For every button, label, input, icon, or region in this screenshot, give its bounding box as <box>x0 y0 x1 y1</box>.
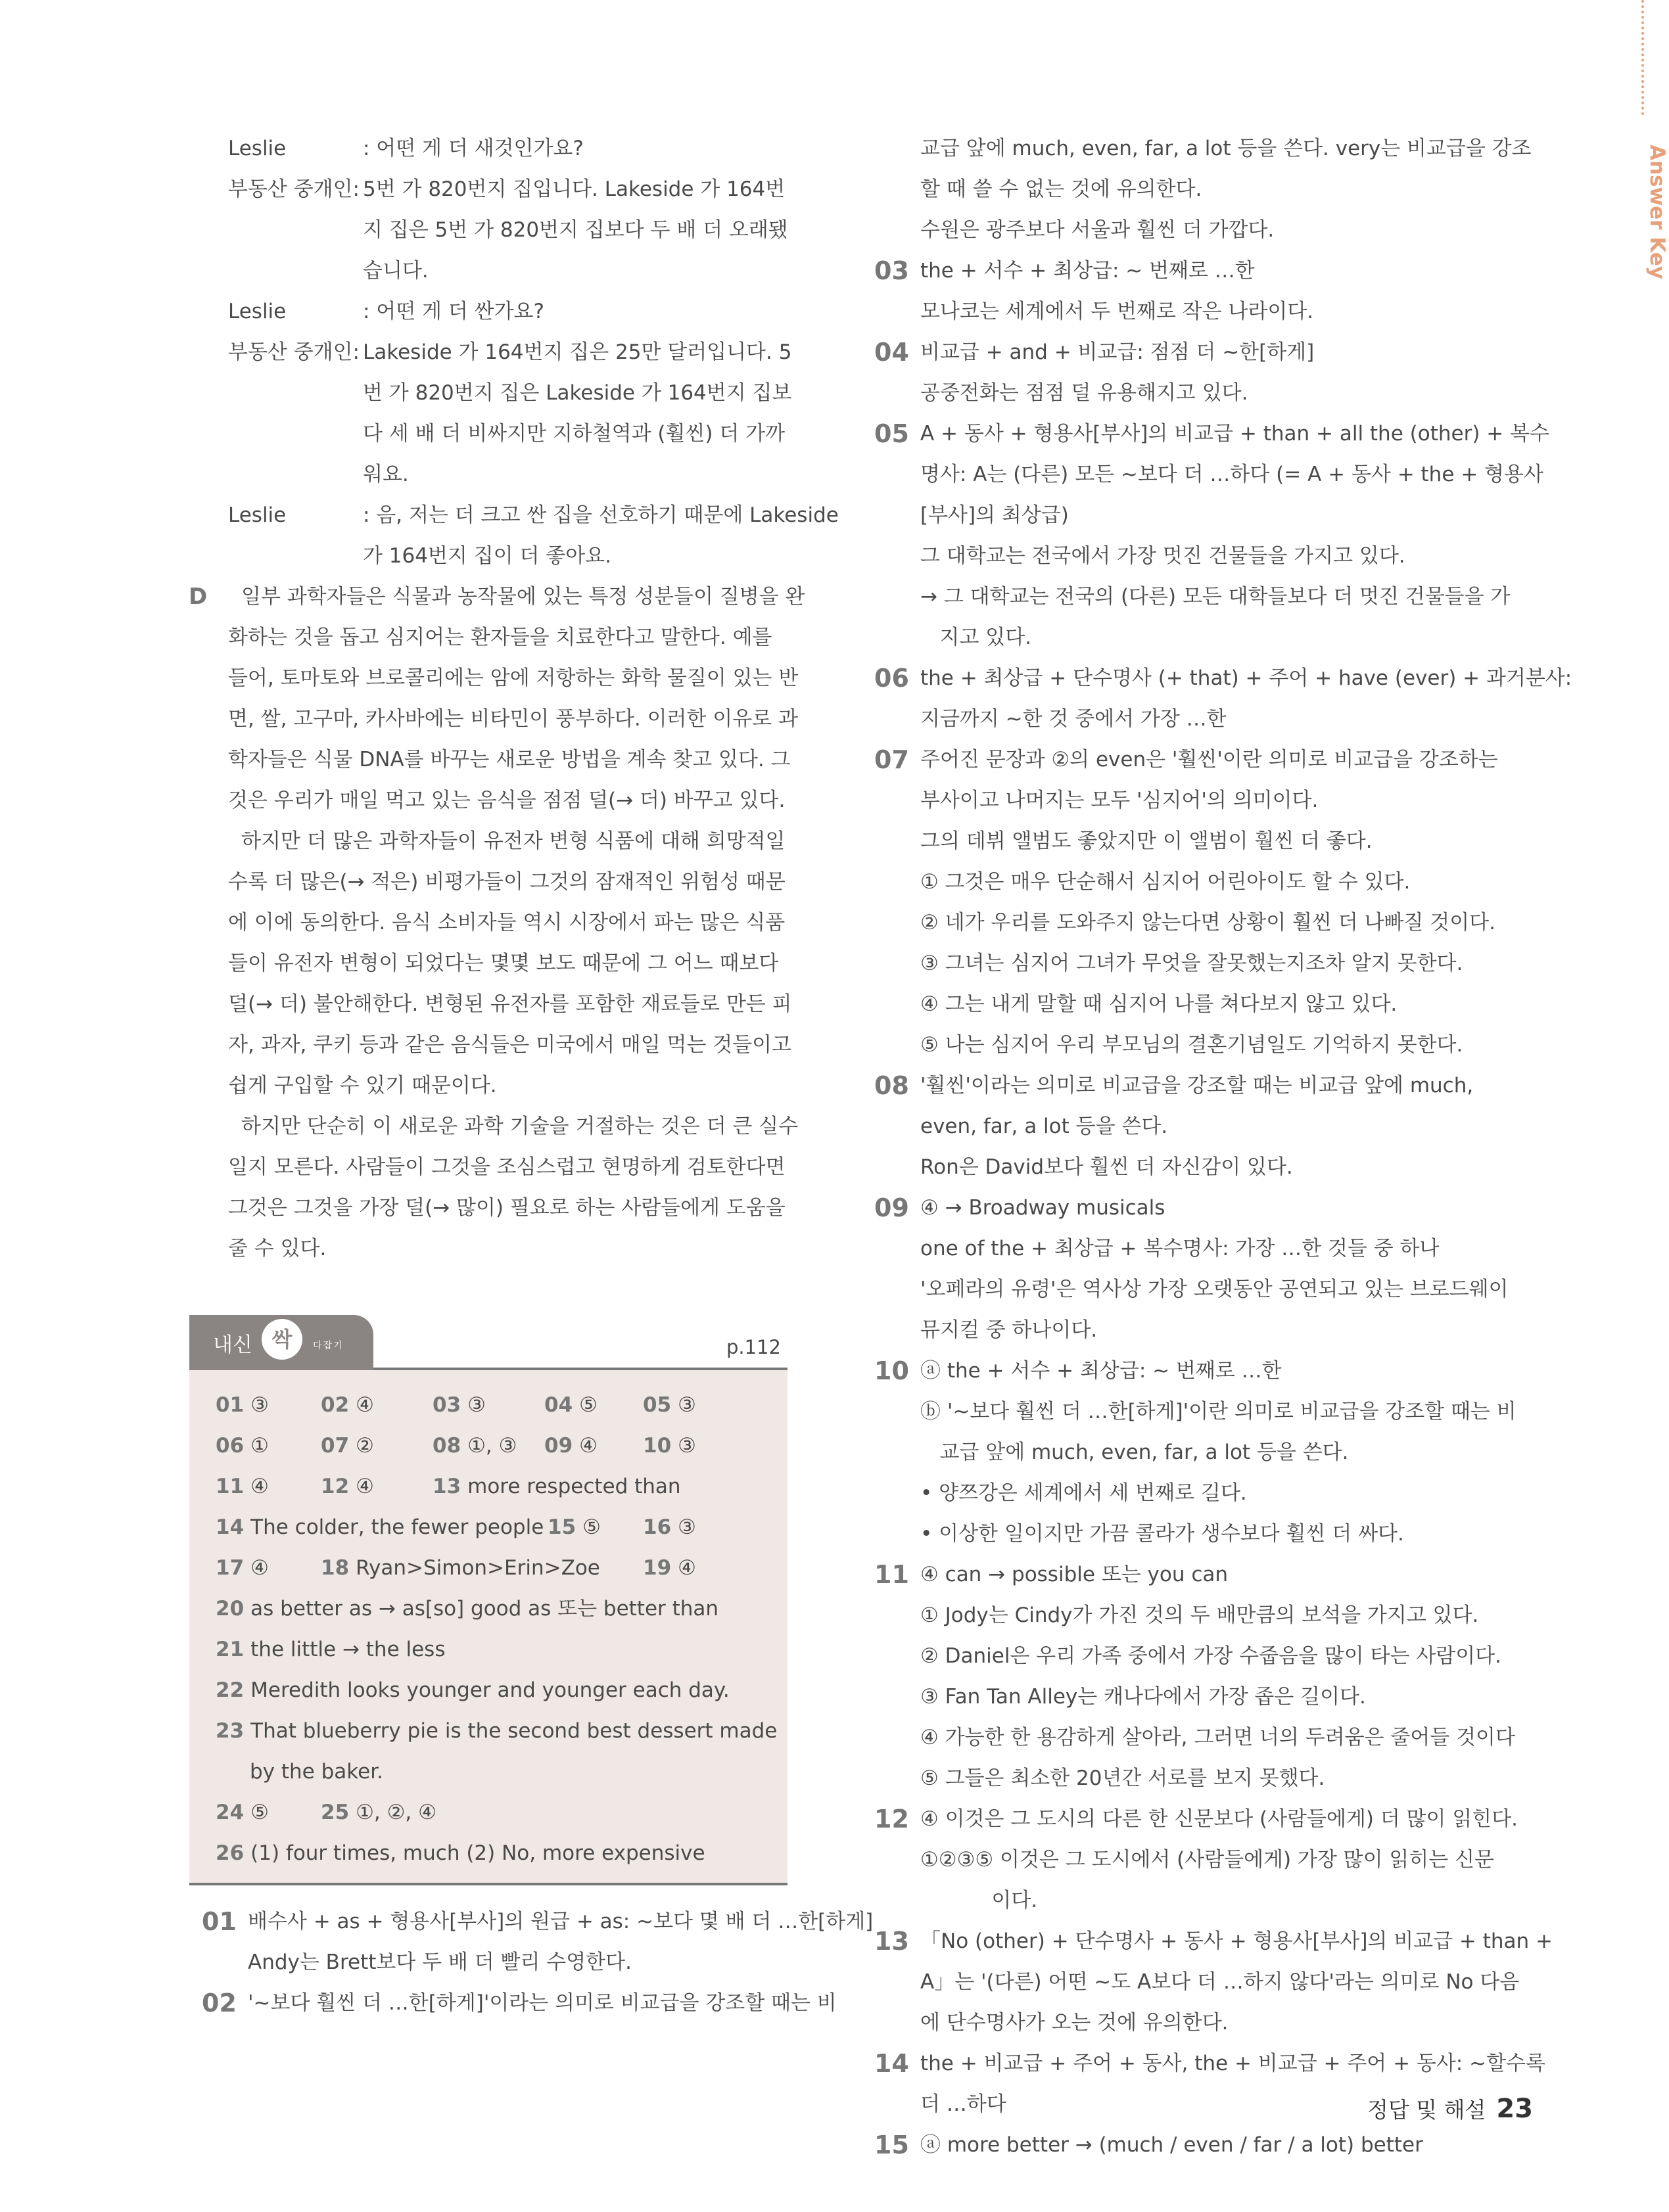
explanation-line: 에 단수명사가 오는 것에 유의한다. <box>920 2011 1229 2035</box>
answer-number: 13 <box>433 1475 461 1498</box>
explanation-line: 주어진 문장과 ②의 even은 '훨씬'이란 의미로 비교급을 강조하는 <box>920 748 1498 772</box>
explanation-number: 07 <box>874 745 909 774</box>
answer-item <box>216 1466 269 1507</box>
dialogue-line: : 어떤 게 더 싼가요? <box>363 300 544 323</box>
explanation-line: 지금까지 ~한 것 중에서 가장 …한 <box>920 707 1227 731</box>
answer-value: ④ <box>678 1556 696 1580</box>
dialogue-entry <box>194 332 815 495</box>
side-tab <box>1630 0 1669 279</box>
explanation <box>866 739 1498 1065</box>
explanation-number: 15 <box>874 2131 909 2159</box>
speaker: Leslie <box>228 503 287 527</box>
answer-row <box>189 1670 787 1711</box>
explanation <box>866 128 1532 250</box>
answer-value: Meredith looks younger and younger each day. <box>250 1678 730 1702</box>
dialogue-line: 습니다. <box>363 259 429 283</box>
explanation-number: 14 <box>874 2049 909 2078</box>
explanation <box>866 1799 1518 1921</box>
dialogue-line: : 음, 저는 더 크고 싼 집을 선호하기 때문에 Lakeside <box>363 503 839 527</box>
explanation-line: ③ 그녀는 심지어 그녀가 무엇을 잘못했는지조차 알지 못한다. <box>920 952 1463 975</box>
explanation-line: 교급 앞에 much, even, far, a lot 등을 쓴다. very는 비교급을 강조 <box>920 137 1532 160</box>
explanation-line: 더 …하다 <box>920 2092 1006 2116</box>
answer-value: ③ <box>678 1393 696 1417</box>
explanation-line: ⑤ 그들은 최소한 20년간 서로를 보지 못했다. <box>920 1766 1325 1790</box>
explanation-line: even, far, a lot 등을 쓴다. <box>920 1115 1168 1138</box>
explanation-number: 05 <box>874 419 909 448</box>
paragraph-line: 줄 수 있다. <box>228 1237 327 1260</box>
answer-number: 23 <box>216 1719 245 1743</box>
answer-row <box>189 1466 787 1507</box>
explanation-line: 「No (other) + 단수명사 + 동사 + 형용사[부사]의 비교급 + than + <box>920 1929 1553 1953</box>
answer-item <box>433 1425 517 1466</box>
paragraph-line: 화하는 것을 돕고 심지어는 환자들을 치료한다고 말한다. 예를 <box>228 626 772 649</box>
right-column <box>866 128 1572 2165</box>
answer-row <box>189 1833 787 1874</box>
explanation-line: ① Jody는 Cindy가 가진 것의 두 배만큼의 보석을 가지고 있다. <box>920 1603 1479 1627</box>
explanation-number: 11 <box>874 1560 909 1589</box>
answer-item <box>643 1425 696 1466</box>
answer-number: 11 <box>216 1475 245 1498</box>
answer-item <box>243 1751 383 1792</box>
paragraph-line: 들어, 토마토와 브로콜리에는 암에 저항하는 화학 물질이 있는 반 <box>228 666 799 690</box>
answer-item <box>216 1629 446 1670</box>
answer-value: (1) four times, much (2) No, more expensive <box>250 1841 705 1865</box>
paragraph-line: 그것은 그것을 가장 덜(→ 많이) 필요로 하는 사람들에게 도움을 <box>228 1196 786 1220</box>
paragraph <box>194 1106 815 1269</box>
dotted-rule <box>1641 0 1644 115</box>
explanation-line: '~보다 훨씬 더 …한[하게]'이라는 의미로 비교급을 강조할 때는 비 <box>248 1991 837 2015</box>
answer-value: ⑤ <box>579 1393 598 1417</box>
answer-value: ⑤ <box>582 1515 601 1539</box>
explanation-line: 그의 데뷔 앨범도 좋았지만 이 앨범이 훨씬 더 좋다. <box>920 829 1373 853</box>
answer-number: 03 <box>433 1393 461 1417</box>
footer <box>1367 2093 1533 2124</box>
answer-value: the little → the less <box>250 1638 446 1661</box>
answer-number: 10 <box>643 1434 672 1458</box>
explanation-line: 이다. <box>920 1889 1038 1912</box>
explanation-line: 비교급 + and + 비교급: 점점 더 ~한[하게] <box>920 340 1315 364</box>
right-explanations <box>866 128 1572 2165</box>
dialogue <box>194 128 839 576</box>
answer-row <box>189 1792 787 1833</box>
explanation <box>866 2125 1471 2165</box>
explanation-line: A + 동사 + 형용사[부사]의 비교급 + than + all the (other) + 복수 <box>920 422 1549 446</box>
explanation-line: 공중전화는 점점 덜 유용해지고 있다. <box>920 381 1248 405</box>
answer-number: 24 <box>216 1801 245 1824</box>
explanation-line: ④ can → possible 또는 you can <box>920 1563 1229 1586</box>
answer-item <box>216 1792 269 1833</box>
answer-value: ③ <box>250 1393 269 1417</box>
tab-name: 내신 <box>213 1333 252 1357</box>
answer-number: 12 <box>321 1475 350 1498</box>
left-explanations <box>194 1901 874 2023</box>
dialogue-line: 번 가 820번지 집은 Lakeside 가 164번지 집보 <box>363 381 792 405</box>
explanation <box>194 1983 837 2023</box>
answer-item <box>433 1385 486 1425</box>
answer-value: ④ <box>579 1434 598 1458</box>
answer-item <box>544 1385 598 1425</box>
answer-row <box>189 1751 787 1792</box>
explanation-number: 03 <box>874 256 909 285</box>
tab-small: 다잡기 <box>313 1341 344 1351</box>
explanation-line: Andy는 Brett보다 두 배 더 빨리 수영한다. <box>248 1950 632 1974</box>
answer-value: ④ <box>250 1475 269 1498</box>
explanation-number: 13 <box>874 1927 909 1956</box>
explanation-line: ④ 가능한 한 용감하게 살아라, 그러면 너의 두려움은 줄어들 것이다 <box>920 1726 1515 1749</box>
explanation-line: ④ 그는 내게 말할 때 심지어 나를 쳐다보지 않고 있다. <box>920 992 1398 1016</box>
explanation-line: ⓐ more better → (much / even / far / a lot) better <box>920 2133 1423 2157</box>
explanation <box>866 1187 1509 1350</box>
explanation-number: 01 <box>202 1907 237 1936</box>
paragraph-line: 하지만 단순히 이 새로운 과학 기술을 거절하는 것은 더 큰 실수 <box>241 1115 799 1138</box>
explanation-line: [부사]의 최상급) <box>920 503 1069 527</box>
paragraph-line: 수록 더 많은(→ 적은) 비평가들이 그것의 잠재적인 위험성 때문 <box>228 870 786 894</box>
answer-number: 20 <box>216 1597 245 1621</box>
answer-number: 25 <box>321 1801 350 1824</box>
paragraph-line: 것은 우리가 매일 먹고 있는 음식을 점점 덜(→ 더) 바꾸고 있다. <box>228 789 786 812</box>
explanation-line: 지고 있다. <box>920 626 1032 649</box>
paragraph-line: 자, 과자, 쿠키 등과 같은 음식들은 미국에서 매일 먹는 것들이고 <box>228 1033 792 1057</box>
answer-row <box>189 1507 787 1548</box>
section-d <box>189 576 815 1269</box>
section-letter: D <box>189 584 208 610</box>
answer-value: ①, ②, ④ <box>356 1801 436 1824</box>
explanation-line: ⓑ '~보다 훨씬 더 …한[하게]'이란 의미로 비교급을 강조할 때는 비 <box>920 1400 1516 1423</box>
explanation-line: 그 대학교는 전국에서 가장 멋진 건물들을 가지고 있다. <box>920 544 1405 568</box>
answer-item <box>544 1425 598 1466</box>
answer-item <box>321 1425 374 1466</box>
dialogue-line: 지 집은 5번 가 820번지 집보다 두 배 더 오래됐 <box>363 218 788 242</box>
explanation <box>866 1350 1516 1554</box>
divider <box>189 1883 787 1885</box>
paragraph-line: 들이 유전자 변형이 되었다는 몇몇 보도 때문에 그 어느 때보다 <box>228 952 779 975</box>
answer-item <box>433 1466 681 1507</box>
answer-item <box>216 1670 730 1711</box>
page-ref: p.112 <box>726 1336 781 1358</box>
answer-value: That blueberry pie is the second best dessert made <box>250 1719 778 1743</box>
answer-number: 09 <box>544 1434 573 1458</box>
speaker: 부동산 중개인: <box>228 340 360 364</box>
answer-item <box>216 1588 718 1629</box>
dialogue-line: 5번 가 820번지 집입니다. Lakeside 가 164번 <box>363 177 786 201</box>
answer-number: 02 <box>321 1393 350 1417</box>
answer-rows <box>189 1370 787 1874</box>
answer-item <box>643 1548 696 1588</box>
dialogue-line: 다 세 배 더 비싸지만 지하철역과 (훨씬) 더 가까 <box>363 422 786 446</box>
answer-number: 08 <box>433 1434 461 1458</box>
answer-value: The colder, the fewer people <box>250 1515 544 1539</box>
speaker: Leslie <box>228 300 287 323</box>
explanation-line: 뮤지컬 중 하나이다. <box>920 1318 1098 1342</box>
explanation-number: 12 <box>874 1805 909 1833</box>
answer-value: ② <box>356 1434 374 1458</box>
paragraph-line: 덜(→ 더) 불안해한다. 변형된 유전자를 포함한 재료들로 만든 피 <box>228 992 792 1016</box>
left-column <box>189 128 874 2023</box>
explanation-line: ⑤ 나는 심지어 우리 부모님의 결혼기념일도 기억하지 못한다. <box>920 1033 1463 1057</box>
answer-value: ③ <box>678 1434 696 1458</box>
explanation <box>866 1921 1553 2043</box>
explanation-line: 교급 앞에 much, even, far, a lot 등을 쓴다. <box>920 1440 1349 1464</box>
explanation-number: 04 <box>874 338 909 367</box>
answer-box <box>189 1315 787 1883</box>
dialogue-entry <box>194 169 815 291</box>
dialogue-line: 가 164번지 집이 더 좋아요. <box>363 544 611 568</box>
answer-number: 04 <box>544 1393 573 1417</box>
paragraph-line: 에 이에 동의한다. 음식 소비자들 역시 시장에서 파는 많은 식품 <box>228 911 786 934</box>
explanation-line: ③ Fan Tan Alley는 캐나다에서 가장 좁은 길이다. <box>920 1685 1366 1709</box>
answer-item <box>216 1833 705 1874</box>
answer-number: 15 <box>548 1515 576 1539</box>
speaker: Leslie <box>228 137 287 160</box>
explanation-line: '오페라의 유령'은 역사상 가장 오랫동안 공연되고 있는 브로드웨이 <box>920 1278 1509 1301</box>
paragraph-line: 일지 모른다. 사람들이 그것을 조심스럽고 현명하게 검토한다면 <box>228 1155 786 1179</box>
answer-item <box>216 1385 269 1425</box>
explanation-line: '훨씬'이라는 의미로 비교급을 강조할 때는 비교급 앞에 much, <box>920 1074 1474 1097</box>
explanation-line: 부사이고 나머지는 모두 '심지어'의 의미이다. <box>920 789 1319 812</box>
paragraph-line: 하지만 더 많은 과학자들이 유전자 변형 식품에 대해 희망적일 <box>241 829 786 853</box>
explanation <box>866 658 1572 739</box>
explanation-line: the + 서수 + 최상급: ~ 번째로 …한 <box>920 259 1255 283</box>
answer-box-header <box>189 1315 787 1370</box>
answer-row <box>189 1629 787 1670</box>
explanation-number: 10 <box>874 1356 909 1385</box>
answer-row <box>189 1588 787 1629</box>
answer-value: ③ <box>467 1393 486 1417</box>
dialogue-entry <box>194 495 839 576</box>
dialogue-line: 워요. <box>363 463 409 486</box>
explanation-line: ① 그것은 매우 단순해서 심지어 어린아이도 할 수 있다. <box>920 870 1411 894</box>
answer-item <box>216 1548 269 1588</box>
paragraph <box>194 576 815 821</box>
explanation <box>194 1901 874 1983</box>
paragraph-line: 면, 쌀, 고구마, 카사바에는 비타민이 풍부하다. 이러한 이유로 과 <box>228 707 798 731</box>
explanation-line: 수원은 광주보다 서울과 훨씬 더 가깝다. <box>920 218 1275 242</box>
answer-number: 18 <box>321 1556 350 1580</box>
explanation <box>866 250 1471 332</box>
answer-row <box>189 1548 787 1588</box>
explanation-line: ④ 이것은 그 도시의 다른 한 신문보다 (사람들에게) 더 많이 읽힌다. <box>920 1807 1518 1831</box>
answer-box-tab <box>189 1315 373 1370</box>
answer-item <box>216 1507 544 1548</box>
answer-item <box>321 1548 600 1588</box>
answer-item <box>548 1507 601 1548</box>
explanation-number: 02 <box>202 1989 237 2017</box>
explanation-line: ①②③⑤ 이것은 그 도시에서 (사람들에게) 가장 많이 읽히는 신문 <box>920 1848 1494 1872</box>
answer-value: ③ <box>678 1515 696 1539</box>
paragraph-line: 일부 과학자들은 식물과 농작물에 있는 특정 성분들이 질병을 완 <box>241 585 805 609</box>
explanation-line: the + 최상급 + 단수명사 (+ that) + 주어 + have (ever) + 과거분사: <box>920 666 1572 690</box>
answer-value: by the baker. <box>250 1760 383 1784</box>
answer-value: ④ <box>356 1393 374 1417</box>
explanation-line: A」는 '(다른) 어떤 ~도 A보다 더 …하지 않다'라는 의미로 No 다음 <box>920 1970 1520 1994</box>
page-number: 23 <box>1496 2094 1534 2124</box>
explanation-line: • 이상한 일이지만 가끔 콜라가 생수보다 훨씬 더 싸다. <box>920 1522 1404 1546</box>
explanation-line: 모나코는 세계에서 두 번째로 작은 나라이다. <box>920 300 1314 323</box>
answer-value: ④ <box>356 1475 374 1498</box>
side-tab-label: Answer Key <box>1645 145 1669 279</box>
answer-row <box>189 1711 787 1751</box>
answer-value: ①, ③ <box>467 1434 517 1458</box>
footer-label: 정답 및 해설 <box>1367 2097 1486 2123</box>
explanation-line: ⓐ the + 서수 + 최상급: ~ 번째로 …한 <box>920 1359 1282 1383</box>
answer-value: Ryan>Simon>Erin>Zoe <box>356 1556 600 1580</box>
explanation-line: 명사: A는 (다른) 모든 ~보다 더 …하다 (= A + 동사 + the + 형용사 <box>920 463 1543 486</box>
answer-item <box>321 1385 374 1425</box>
tab-char: 싹 <box>262 1319 302 1360</box>
explanation-line: 배수사 + as + 형용사[부사]의 원급 + as: ~보다 몇 배 더 …한[하게] <box>248 1910 874 1933</box>
answer-value: more respected than <box>467 1475 681 1498</box>
explanation <box>866 1065 1474 1187</box>
answer-number: 19 <box>643 1556 672 1580</box>
explanation-line: ② Daniel은 우리 가족 중에서 가장 수줍음을 많이 타는 사람이다. <box>920 1644 1501 1668</box>
explanation-number: 09 <box>874 1193 909 1222</box>
answer-item <box>643 1507 696 1548</box>
answer-row <box>189 1425 787 1466</box>
answer-item <box>321 1792 436 1833</box>
answer-number: 07 <box>321 1434 350 1458</box>
answer-item <box>643 1385 696 1425</box>
paragraph-line: 쉽게 구입할 수 있기 때문이다. <box>228 1074 497 1097</box>
explanation <box>866 413 1549 658</box>
explanation <box>866 332 1471 413</box>
explanation-line: ④ → Broadway musicals <box>920 1196 1165 1220</box>
answer-value: ① <box>250 1434 269 1458</box>
explanation-line: ② 네가 우리를 도와주지 않는다면 상황이 훨씬 더 나빠질 것이다. <box>920 911 1495 934</box>
answer-number: 14 <box>216 1515 245 1539</box>
answer-number: 16 <box>643 1515 672 1539</box>
paragraph <box>194 821 815 1106</box>
answer-number: 01 <box>216 1393 245 1417</box>
explanation-number: 08 <box>874 1071 909 1100</box>
speaker: 부동산 중개인: <box>228 177 360 201</box>
answer-number: 26 <box>216 1841 245 1865</box>
answer-value: ④ <box>250 1556 269 1580</box>
explanation-line: 할 때 쓸 수 없는 것에 유의한다. <box>920 177 1202 201</box>
answer-number: 22 <box>216 1678 245 1702</box>
paragraph-line: 학자들은 식물 DNA를 바꾸는 새로운 방법을 계속 찾고 있다. 그 <box>228 748 791 772</box>
answer-item <box>216 1711 777 1751</box>
explanation-line: • 양쯔강은 세계에서 세 번째로 길다. <box>920 1481 1247 1505</box>
dialogue-line: Lakeside 가 164번지 집은 25만 달러입니다. 5 <box>363 340 792 364</box>
explanation-line: one of the + 최상급 + 복수명사: 가장 …한 것들 중 하나 <box>920 1237 1440 1260</box>
answer-number: 17 <box>216 1556 245 1580</box>
answer-number: 06 <box>216 1434 245 1458</box>
explanation-line: the + 비교급 + 주어 + 동사, the + 비교급 + 주어 + 동사: ~할수록 <box>920 2052 1545 2075</box>
answer-item <box>216 1425 269 1466</box>
answer-value: as better as → as[so] good as 또는 better than <box>250 1597 719 1621</box>
answer-item <box>321 1466 374 1507</box>
dialogue-line: : 어떤 게 더 새것인가요? <box>363 137 584 160</box>
explanation-line: Ron은 David보다 훨씬 더 자신감이 있다. <box>920 1155 1293 1179</box>
dialogue-entry <box>194 291 815 332</box>
answer-row <box>189 1385 787 1425</box>
answer-value: ⑤ <box>250 1801 269 1824</box>
explanation-line: → 그 대학교는 전국의 (다른) 모든 대학들보다 더 멋진 건물들을 가 <box>920 585 1511 609</box>
explanation-number: 06 <box>874 664 909 693</box>
answer-number: 21 <box>216 1638 245 1661</box>
answer-number: 05 <box>643 1393 672 1417</box>
explanation <box>866 1554 1515 1799</box>
dialogue-entry <box>194 128 815 169</box>
